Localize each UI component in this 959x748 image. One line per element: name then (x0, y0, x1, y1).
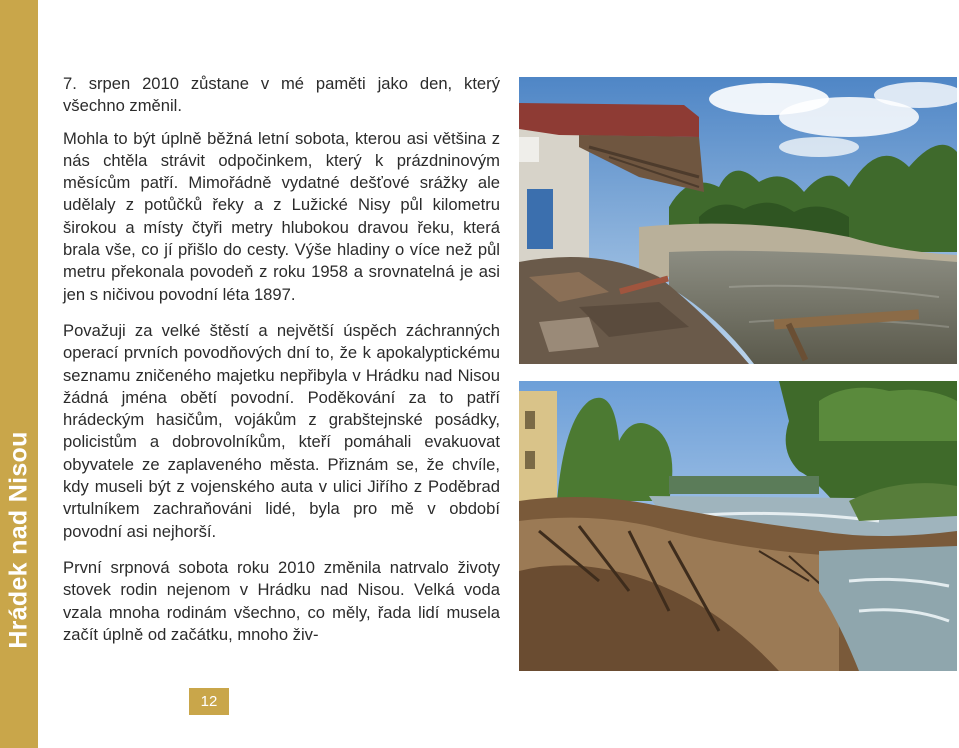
side-band (0, 0, 38, 748)
side-title: Hrádek nad Nisou (4, 431, 33, 649)
article-paragraph-1: 7. srpen 2010 zůstane v mé paměti jako den, který všechno změnil. (63, 74, 500, 116)
flood-photo-bridge (519, 77, 957, 364)
article-paragraph-2: Mohla to být úplně běžná letní sobota, kterou asi většina z nás chtěla strávit odpočinkem, který k prázdninovým měsícům patří. Mimořádně vydatné dešťové srážky ale udělaly z potůčků řeky a z Lužické Nisy půl kilometru širokou a místy čtyři metry hlubokou dravou řeku, která brala vše, co jí přišlo do cesty. Výše hladiny o více než půl metru překonala povodeň z roku 1958 a srovnatelná je asi jen s ničivou povodní léta 1897. (63, 128, 500, 304)
article-paragraph-3: Považuji za velké štěstí a největší úspěch záchranných operací prvních povodňových dní to, že k apokalyptickému seznamu zničeného majetku nepřibyla v Hrádku nad Nisou žádná jména obětí povodní. Poděkování za to patří hrádeckým hasičům, vojákům z grabštejnské posádky, policistům a dobrovolníkům, kteří pomáhali evakuovat obyvatele ze zaplaveného města. Přiznám se, že chvíle, kdy museli být z vojenského auta v ulici Jiřího z Poděbrad vrtulníkem zachraňováni lidé, byla pro mě v období povodní asi nejhorší. (63, 320, 500, 541)
page-number: 12 (189, 688, 229, 715)
article-paragraph-4: První srpnová sobota roku 2010 změnila natrvalo životy stovek rodin nejenom v Hrádku nad Nisou. Velká voda vzala mnoha rodinám všechno, co měly, řada lidí musela začít úplně od začátku, mnoho živ- (63, 557, 500, 644)
flood-photo-erosion (519, 381, 957, 671)
article-text (63, 73, 500, 660)
